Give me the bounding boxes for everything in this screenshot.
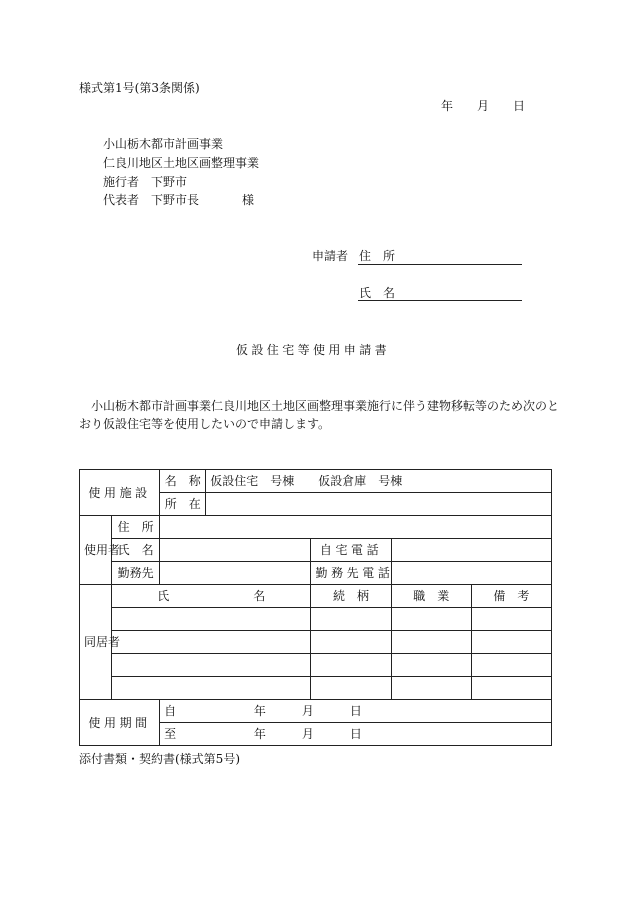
period-label: 使用期間 — [80, 700, 160, 746]
cohab-relation-cell[interactable] — [311, 631, 391, 654]
period-to-row[interactable] — [160, 723, 552, 746]
form-number: 様式第1号(第3条関係) — [79, 81, 200, 95]
recipient-line-1: 小山栃木都市計画事業 — [103, 137, 224, 151]
cohab-row — [80, 677, 552, 700]
period-from-label: 自 — [164, 704, 177, 718]
applicant-address-label: 住 所 — [359, 249, 396, 263]
facility-name-label: 名 称 — [160, 470, 206, 493]
cohab-occupation-cell[interactable] — [391, 631, 471, 654]
facility-label: 使用施設 — [80, 470, 160, 516]
attachment-note: 添付書類・契約書(様式第5号) — [79, 752, 240, 766]
document-title: 仮設住宅等使用申請書 — [236, 343, 391, 357]
cohab-name-cell[interactable] — [112, 608, 311, 631]
body-line-2: おり仮設住宅等を使用したいので申請します。 — [79, 417, 331, 431]
recipient-line-4: 代表者 下野市長 — [103, 193, 200, 207]
user-label: 使用者 — [80, 516, 112, 585]
work-phone-label: 勤務先電話 — [311, 562, 391, 585]
workplace-value[interactable] — [160, 562, 311, 585]
cohab-occupation-cell[interactable] — [391, 608, 471, 631]
cohab-row — [80, 608, 552, 631]
applicant-name-underline — [358, 300, 522, 301]
cohabitant-label: 同居者 — [80, 585, 112, 700]
cohab-relation-cell[interactable] — [311, 608, 391, 631]
period-to-label: 至 — [164, 727, 177, 741]
recipient-line-3: 施行者 下野市 — [103, 175, 188, 189]
workplace-label: 勤務先 — [112, 562, 160, 585]
home-phone-value[interactable] — [391, 539, 551, 562]
date-line: 年 月 日 — [441, 99, 526, 113]
cohab-name-cell[interactable] — [112, 677, 311, 700]
cohab-relation-cell[interactable] — [311, 654, 391, 677]
user-address-label: 住 所 — [112, 516, 160, 539]
facility-name-value: 仮設住宅 号棟 仮設倉庫 号棟 — [206, 470, 552, 493]
period-from-row[interactable] — [160, 700, 552, 723]
cohab-remarks-cell[interactable] — [471, 608, 551, 631]
user-name-label: 氏 名 — [112, 539, 160, 562]
cohab-remarks-cell[interactable] — [471, 631, 551, 654]
recipient-honorific: 様 — [242, 193, 255, 207]
home-phone-label: 自宅電話 — [311, 539, 391, 562]
cohab-header-remarks: 備 考 — [471, 585, 551, 608]
facility-location-value[interactable] — [206, 493, 552, 516]
cohab-name-cell[interactable] — [112, 654, 311, 677]
cohab-header-relation: 続 柄 — [311, 585, 391, 608]
user-name-value[interactable] — [160, 539, 311, 562]
cohab-remarks-cell[interactable] — [471, 654, 551, 677]
application-table — [79, 469, 552, 746]
cohab-relation-cell[interactable] — [311, 677, 391, 700]
cohab-name-cell[interactable] — [112, 631, 311, 654]
period-to-date: 年 月 日 — [253, 727, 362, 741]
cohab-header-occupation: 職 業 — [391, 585, 471, 608]
body-line-1: 小山栃木都市計画事業仁良川地区土地区画整理事業施行に伴う建物移転等のため次のと — [91, 399, 560, 413]
applicant-label: 申請者 — [312, 249, 349, 263]
cohab-occupation-cell[interactable] — [391, 654, 471, 677]
cohab-row — [80, 631, 552, 654]
applicant-address-underline — [358, 264, 522, 265]
applicant-name-label: 氏 名 — [359, 286, 396, 300]
user-address-value[interactable] — [160, 516, 552, 539]
facility-location-label: 所 在 — [160, 493, 206, 516]
cohab-header-name: 氏 名 — [112, 585, 311, 608]
period-from-date: 年 月 日 — [253, 704, 362, 718]
work-phone-value[interactable] — [391, 562, 551, 585]
cohab-remarks-cell[interactable] — [471, 677, 551, 700]
cohab-row — [80, 654, 552, 677]
recipient-line-2: 仁良川地区土地区画整理事業 — [103, 156, 260, 170]
cohab-occupation-cell[interactable] — [391, 677, 471, 700]
